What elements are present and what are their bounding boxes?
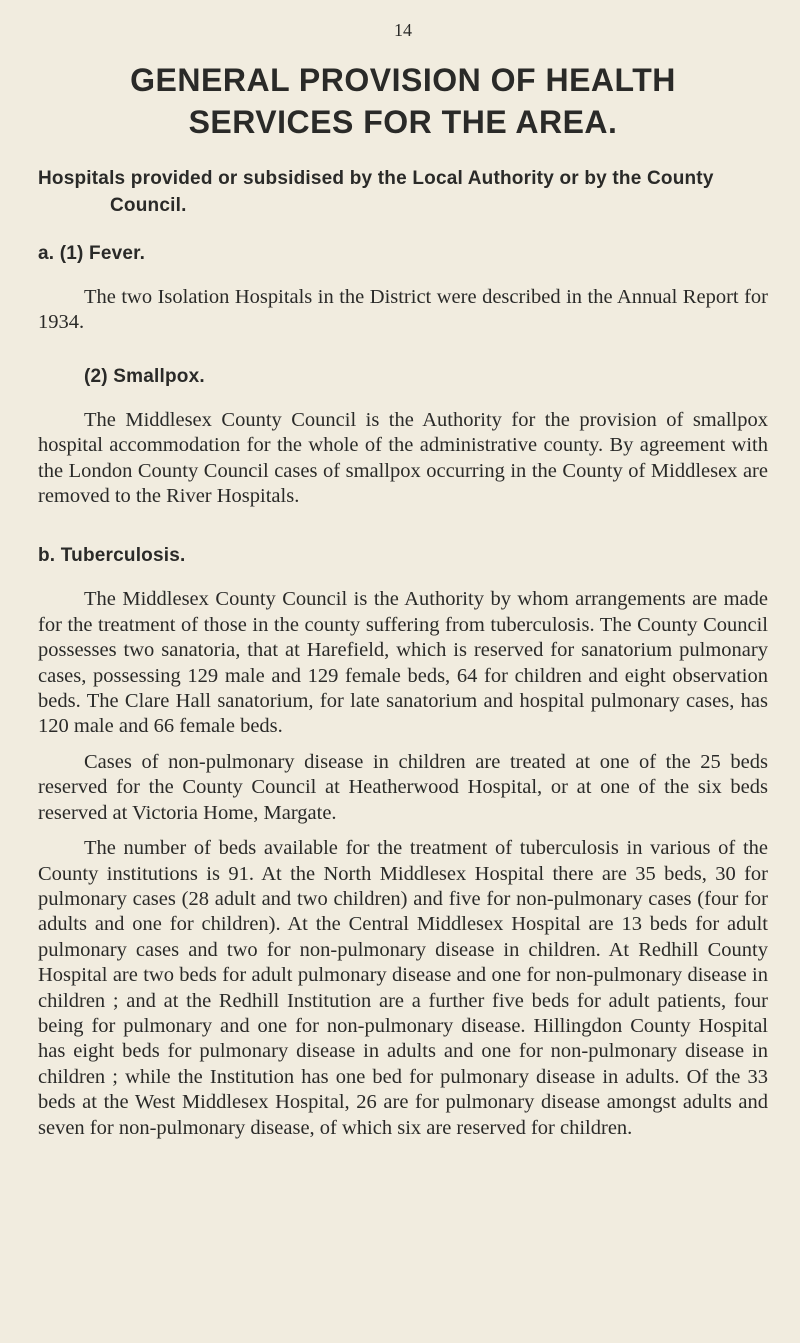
heading-fever: a. (1) Fever.	[38, 243, 146, 264]
paragraph-fever: The two Isolation Hospitals in the District were described in the Annual Report for 1934.	[38, 286, 768, 334]
paragraph-tuberculosis-1: The Middlesex County Council is the Authority by whom arrangements are made for the treatment of those in the county suffering from tuberculosis. The County Council possesses two sanatoria, that at Harefield, which is reserved for sanatorium pulmonary cases, possessing 129 male and 129 female beds, 64 for children and eight observation beds. The Clare Hall sanatorium, for late sanatorium and hospital pulmonary cases, has 120 male and 66 female beds.	[38, 588, 768, 738]
heading-smallpox: (2) Smallpox.	[84, 365, 205, 387]
paragraph-tuberculosis-2: Cases of non-pulmonary disease in children are treated at one of the 25 beds reserved for the County Council at Heatherwood Hospital, or at one of the six beds reserved at Victoria Home, Margate.	[38, 750, 768, 824]
section-subtitle: Hospitals provided or subsidised by the Local Authority or by the County Council.	[38, 168, 714, 216]
page-title-line-2: SERVICES FOR THE AREA.	[188, 104, 618, 140]
document-page	[38, 20, 768, 1151]
paragraph-tuberculosis-3: The number of beds available for the treatment of tuberculosis in various of the County institutions is 91. At the North Middlesex Hospital there are 35 beds, 30 for pulmonary cases (28 adult and two children) and five for non-pulmonary cases (four for adults and one for children). At the Central Middlesex Hospital are 13 beds for adult pulmonary cases and two for non-pulmonary disease in children. At Redhill County Hospital are two beds for adult pulmonary disease and one for non-pulmonary disease in children ; and at the Redhill Institution are a further five beds for adult patients, four being for pulmonary and one for non-pulmonary disease. Hillingdon County Hospital has eight beds for pulmonary disease in adults and one for non-pulmonary disease in children ; while the Institution has one bed for pulmonary disease in adults. Of the 33 beds at the West Middlesex Hospital, 26 are for pulmonary disease amongst adults and seven for non-pulmonary disease, of which six are reserved for children.	[38, 837, 768, 1139]
page-number: 14	[394, 20, 412, 40]
heading-tuberculosis: b. Tuberculosis.	[38, 545, 186, 567]
page-title-line-1: GENERAL PROVISION OF HEALTH	[130, 62, 676, 98]
page-title	[38, 59, 768, 143]
paragraph-smallpox: The Middlesex County Council is the Authority for the provision of smallpox hospital accommodation for the whole of the administrative county. By agreement with the London County Council cases of smallpox occurring in the County of Middlesex are removed to the River Hospitals.	[38, 408, 768, 508]
